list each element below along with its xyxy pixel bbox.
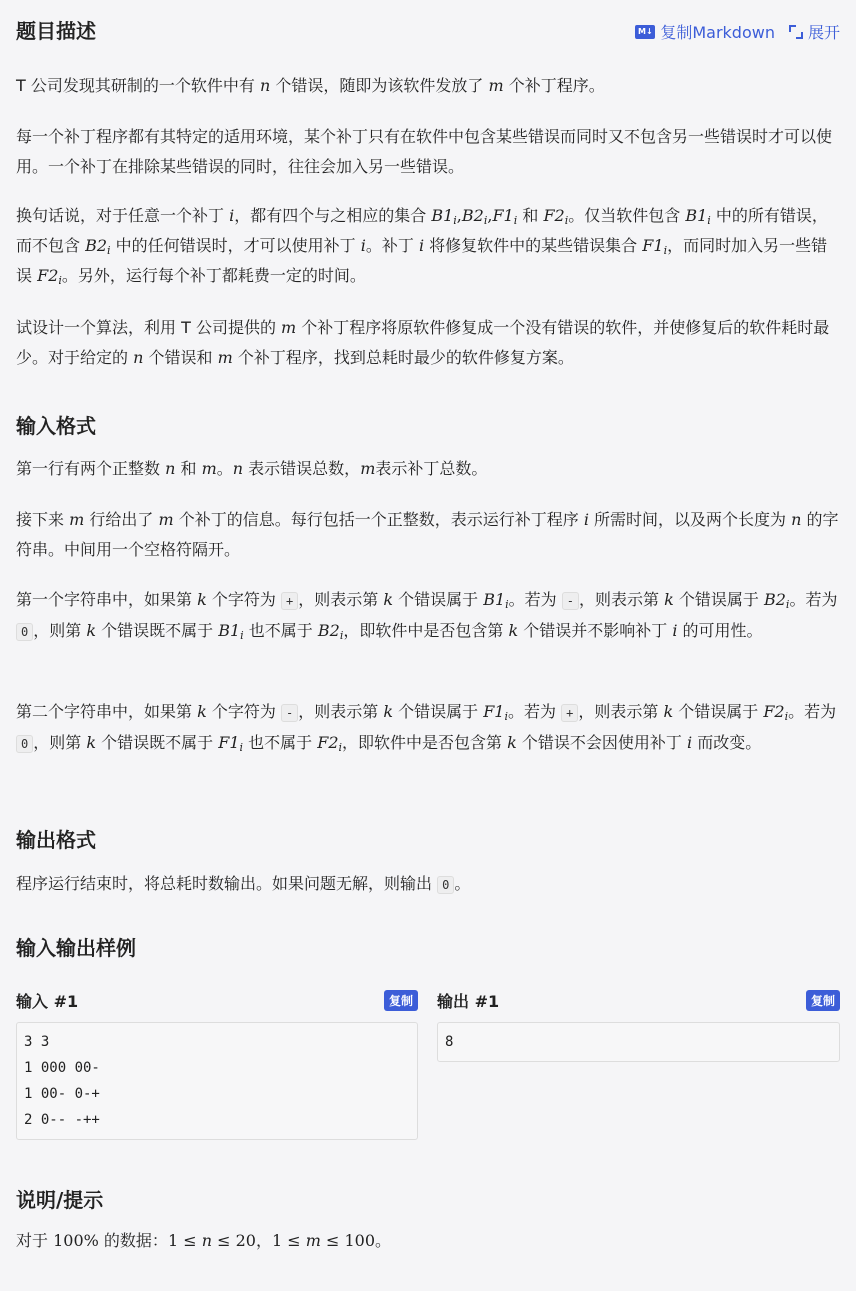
sample-output-label: 输出 #1 [437, 991, 500, 1011]
description-section-2 [16, 122, 840, 182]
desc-paragraph-2: 每一个补丁程序都有其特定的适用环境，某个补丁只有在软件中包含某些错误而同时又不包含另一些错误时才可以使用。一个补丁在排除某些错误的同时，往往会加入另一些错误。 [16, 127, 833, 176]
sample-input [16, 988, 418, 1140]
samples-title: 输入输出样例 [16, 936, 136, 960]
copy-markdown-button[interactable] [635, 20, 775, 43]
input-format-p2-wrap [16, 505, 840, 565]
description-section-3 [16, 201, 840, 291]
input-format-p4-wrap [16, 697, 840, 759]
description-section [16, 71, 840, 101]
description-section-4 [16, 313, 840, 373]
input-format-paragraph-3: 第一个字符串中，如果第 k 个字符为 + ，则表示第 k 个错误属于 $B1_i$。若为 - ，则表示第 k 个错误属于 $B2_i$。若为 0 ，则第 k 个错误既不属于 $B1_i$ 也不属于 $B2_i$，即软件中是否包含第 k 个错误并不影响补丁 i 的可用性。 [16, 590, 838, 642]
hint-p-wrap [16, 1226, 840, 1256]
input-format-p1-wrap [16, 454, 840, 484]
copy-markdown-label: 复制Markdown [660, 23, 775, 42]
output-format-paragraph: 程序运行结束时，将总耗时数输出。如果问题无解，则输出 0 。 [16, 874, 471, 893]
header-actions [635, 20, 840, 43]
desc-paragraph-1: T 公司发现其研制的一个软件中有 n 个错误，随即为该软件发放了 m 个补丁程序。 [16, 76, 605, 95]
header [16, 0, 840, 62]
input-format-p3-wrap [16, 585, 840, 647]
expand-button[interactable] [789, 20, 840, 43]
hint-paragraph: 对于 100% 的数据：1 ≤ n ≤ 20，1 ≤ m ≤ 100。 [16, 1231, 392, 1250]
desc-paragraph-3: 换句话说，对于任意一个补丁 i，都有四个与之相应的集合 $B1_i,B2_i,F1_i$ 和 $F2_i$。仅当软件包含 $B1_i$ 中的所有错误，而不包含 $B2_i$ 中的任何错误时，才可以使用补丁 i。补丁 i 将修复软件中的某些错误集合 $F1_i$，而同时加入另一些错误 $F2_i$。另外，运行每个补丁都耗费一定的时间。 [16, 206, 828, 287]
copy-output-button[interactable]: 复制 [806, 990, 840, 1011]
expand-icon [789, 25, 803, 39]
output-format-p-wrap [16, 869, 840, 900]
output-format-section [16, 824, 840, 853]
copy-input-button[interactable]: 复制 [384, 990, 418, 1011]
hint-section [16, 1184, 840, 1213]
markdown-icon: M↓ [635, 25, 655, 39]
hint-title: 说明/提示 [16, 1188, 104, 1212]
sample-output-content[interactable]: 8 [437, 1022, 840, 1062]
input-format-paragraph-1: 第一行有两个正整数 n 和 m。n 表示错误总数，m表示补丁总数。 [16, 459, 488, 478]
sample-input-label: 输入 #1 [16, 991, 79, 1011]
desc-paragraph-4: 试设计一个算法，利用 T 公司提供的 m 个补丁程序将原软件修复成一个没有错误的软件，并使修复后的软件耗时最少。对于给定的 n 个错误和 m 个补丁程序，找到总耗时最少的软件修复方案。 [16, 318, 830, 367]
input-format-title: 输入格式 [16, 414, 96, 438]
input-format-paragraph-4: 第二个字符串中，如果第 k 个字符为 - ，则表示第 k 个错误属于 $F1_i$。若为 + ，则表示第 k 个错误属于 $F2_i$。若为 0 ，则第 k 个错误既不属于 $F1_i$ 也不属于 $F2_i$，即软件中是否包含第 k 个错误不会因使用补丁 i 而改变。 [16, 702, 837, 754]
expand-label: 展开 [807, 23, 840, 42]
page-title: 题目描述 [16, 19, 96, 43]
samples-section [16, 932, 840, 961]
input-format-paragraph-2: 接下来 m 行给出了 m 个补丁的信息。每行包括一个正整数，表示运行补丁程序 i 所需时间，以及两个长度为 n 的字符串。中间用一个空格符隔开。 [16, 510, 839, 559]
sample-input-content[interactable]: 3 3 1 000 00- 1 00- 0-+ 2 0-- -++ [16, 1022, 418, 1140]
input-format-section [16, 410, 840, 439]
sample-output [437, 988, 840, 1062]
output-format-title: 输出格式 [16, 828, 96, 852]
